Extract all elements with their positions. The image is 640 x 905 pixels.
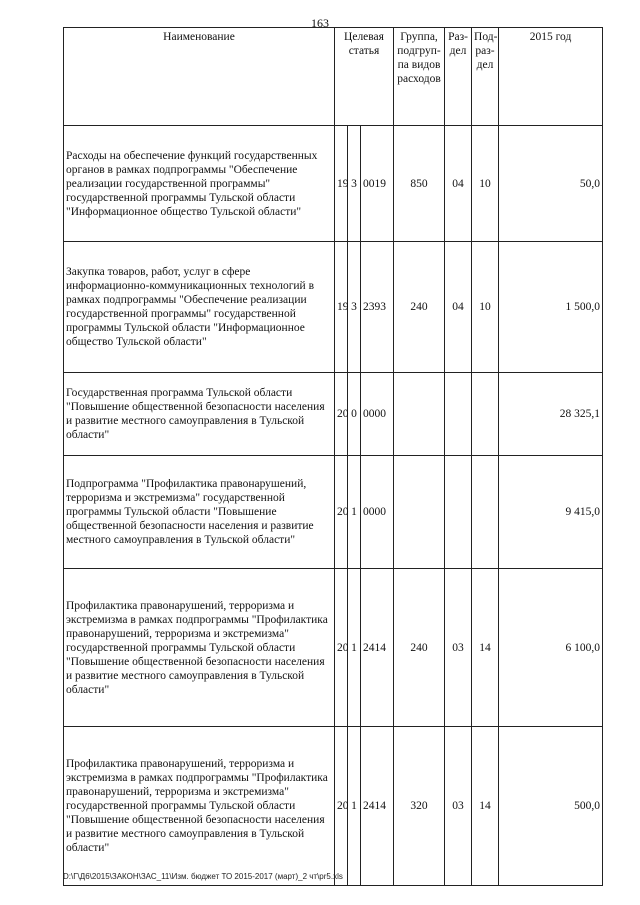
row-amount: 500,0 — [499, 727, 603, 886]
table-row — [64, 727, 603, 886]
row-article-program: 20 — [335, 456, 348, 569]
row-expense-group: 850 — [394, 126, 445, 242]
table-row — [64, 569, 603, 727]
row-expense-group: 320 — [394, 727, 445, 886]
row-article-program: 20 — [335, 373, 348, 456]
budget-table — [63, 27, 603, 886]
row-amount: 9 415,0 — [499, 456, 603, 569]
row-amount: 28 325,1 — [499, 373, 603, 456]
row-article-code: 0019 — [361, 126, 394, 242]
row-section: 03 — [445, 727, 472, 886]
row-article-program: 20 — [335, 727, 348, 886]
row-name: Государственная программа Тульской области "Повышение общественной безопасности населения и развитие местного самоуправления в Тульской области" — [64, 373, 335, 456]
row-section — [445, 373, 472, 456]
row-subsection: 10 — [472, 126, 499, 242]
row-section: 04 — [445, 126, 472, 242]
row-article-subprogram: 3 — [348, 242, 361, 373]
row-subsection — [472, 456, 499, 569]
row-section: 04 — [445, 242, 472, 373]
row-amount: 6 100,0 — [499, 569, 603, 727]
table-row — [64, 456, 603, 569]
page-number: 163 — [311, 16, 329, 30]
row-article-subprogram: 0 — [348, 373, 361, 456]
row-article-subprogram: 1 — [348, 456, 361, 569]
header-subsection: Под-раз-дел — [472, 28, 499, 126]
row-name: Подпрограмма "Профилактика правонарушений, терроризма и экстремизма" государственной программы Тульской области "Повышение общественной безопасности населения и развитие местного самоуправления в Тульской области" — [64, 456, 335, 569]
row-subsection: 10 — [472, 242, 499, 373]
row-amount: 50,0 — [499, 126, 603, 242]
row-subsection — [472, 373, 499, 456]
row-subsection: 14 — [472, 569, 499, 727]
table-row — [64, 242, 603, 373]
row-article-code: 2414 — [361, 727, 394, 886]
row-article-code: 2414 — [361, 569, 394, 727]
row-subsection: 14 — [472, 727, 499, 886]
row-article-program: 19 — [335, 242, 348, 373]
row-name: Профилактика правонарушений, терроризма и экстремизма в рамках подпрограммы "Профилактика правонарушений, терроризма и экстремизма" государственной программы Тульской области "Повышение общественной безопасности населения и развитие местного самоуправления в Тульской области" — [64, 569, 335, 727]
file-path-footer: D:\Г\Д6\2015\ЗАКОН\ЗАС_11\Изм. бюджет ТО 2015-2017 (март)_2 чт\pr5.xls — [63, 872, 343, 881]
header-year: 2015 год — [499, 28, 603, 126]
row-expense-group: 240 — [394, 242, 445, 373]
row-name: Профилактика правонарушений, терроризма и экстремизма в рамках подпрограммы "Профилактика правонарушений, терроризма и экстремизма" государственной программы Тульской области "Повышение общественной безопасности населения и развитие местного самоуправления в Тульской области" — [64, 727, 335, 886]
header-group: Группа, подгруп-па видов расходов — [394, 28, 445, 126]
row-expense-group: 240 — [394, 569, 445, 727]
row-amount: 1 500,0 — [499, 242, 603, 373]
header-target-article: Целевая статья — [335, 28, 394, 126]
row-article-code: 2393 — [361, 242, 394, 373]
row-article-program: 19 — [335, 126, 348, 242]
row-article-subprogram: 1 — [348, 727, 361, 886]
row-article-program: 20 — [335, 569, 348, 727]
row-article-code: 0000 — [361, 456, 394, 569]
row-section — [445, 456, 472, 569]
header-section: Раз-дел — [445, 28, 472, 126]
header-name: Наименование — [64, 28, 335, 126]
row-expense-group — [394, 456, 445, 569]
row-article-code: 0000 — [361, 373, 394, 456]
header-row — [64, 28, 603, 126]
row-name: Расходы на обеспечение функций государственных органов в рамках подпрограммы "Обеспечение реализации государственной программы" государственной программы Тульской области "Информационное общество Тульской области" — [64, 126, 335, 242]
table-row — [64, 126, 603, 242]
row-article-subprogram: 1 — [348, 569, 361, 727]
row-name: Закупка товаров, работ, услуг в сфере информационно-коммуникационных технологий в рамках подпрограммы "Обеспечение реализации государственной программы" государственной программы Тульской области "Информационное общество Тульской области" — [64, 242, 335, 373]
row-expense-group — [394, 373, 445, 456]
row-section: 03 — [445, 569, 472, 727]
table-row — [64, 373, 603, 456]
row-article-subprogram: 3 — [348, 126, 361, 242]
